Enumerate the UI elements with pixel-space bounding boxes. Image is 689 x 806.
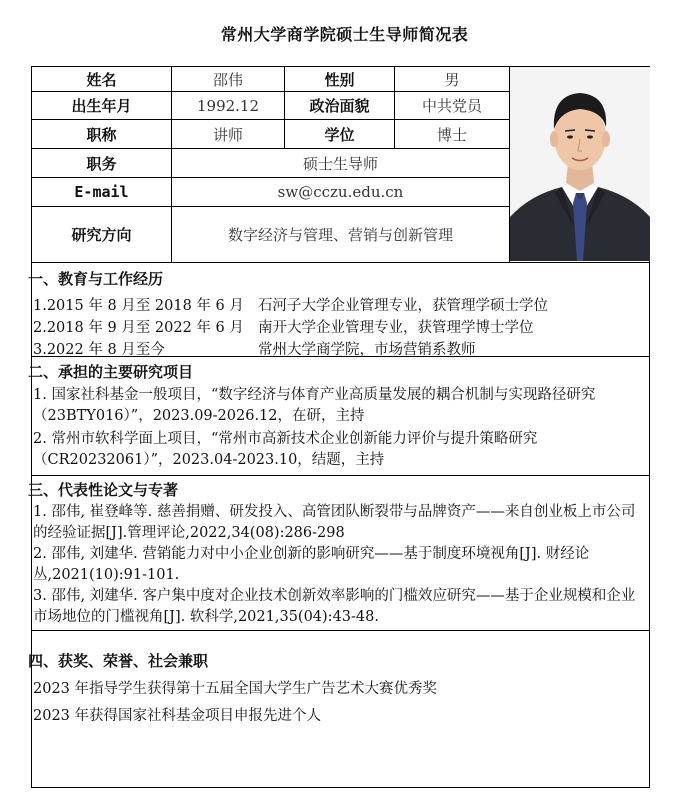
- section-divider: [31, 475, 650, 476]
- position-label: 职务: [86, 154, 117, 173]
- name-value: 邵伟: [212, 70, 243, 89]
- projects-heading: 二、承担的主要研究项目: [28, 363, 194, 381]
- education-period: 1.2015 年 8 月至 2018 年 6 月: [33, 298, 244, 314]
- title-label: 职称: [86, 125, 117, 144]
- title-value: 讲师: [212, 125, 243, 144]
- research-label: 研究方向: [71, 226, 132, 244]
- education-detail: 南开大学企业管理专业，获管理学博士学位: [258, 320, 534, 336]
- project-item: 2. 常州市软科学面上项目，“常州市高新技术企业创新能力评价与提升策略研究（CR20232061）”，2023.04-2023.10，结题，主持: [33, 431, 538, 468]
- award-item: 2023 年指导学生获得第十五届全国大学生广告艺术大赛优秀奖: [33, 681, 438, 697]
- gender-label: 性别: [324, 70, 355, 89]
- section-divider: [31, 262, 650, 263]
- research-value: 数字经济与管理、营销与创新管理: [227, 226, 453, 244]
- email-value[interactable]: sw@cczu.edu.cn: [277, 183, 404, 201]
- papers-heading: 三、代表性论文与专著: [28, 481, 179, 499]
- degree-value: 博士: [436, 125, 467, 144]
- email-label: E-mail: [74, 183, 129, 201]
- political-label: 政治面貌: [309, 97, 370, 115]
- name-label: 姓名: [86, 70, 117, 89]
- paper-item: 2. 邵伟, 刘建华. 营销能力对中小企业创新的影响研究——基于制度环境视角[J]. 财经论丛,2021(10):91-101.: [33, 546, 590, 583]
- project-item: 1. 国家社科基金一般项目，“数字经济与体育产业高质量发展的耦合机制与实现路径研究（23BTY016）”，2023.09-2026.12，在研，主持: [33, 387, 596, 424]
- education-detail: 石河子大学企业管理专业，获管理学硕士学位: [258, 298, 548, 314]
- portrait-photo: [510, 67, 650, 261]
- education-heading: 一、教育与工作经历: [28, 270, 164, 288]
- birth-value: 1992.12: [196, 96, 260, 115]
- education-period: 2.2018 年 9 月至 2022 年 6 月: [33, 320, 244, 336]
- education-period: 3.2022 年 8 月至今: [33, 342, 165, 358]
- paper-item: 3. 邵伟, 刘建华. 客户集中度对企业技术创新效率影响的门槛效应研究——基于企业规模和企业市场地位的门槛视角[J]. 软科学,2021,35(04):43-48.: [33, 588, 636, 625]
- education-detail: 常州大学商学院，市场营销系教师: [258, 342, 476, 358]
- political-value: 中共党员: [421, 97, 482, 115]
- position-value: 硕士生导师: [302, 154, 378, 173]
- degree-label: 学位: [324, 125, 355, 144]
- paper-item: 1. 邵伟, 崔登峰等. 慈善捐赠、研发投入、高管团队断裂带与品牌资产——来自创业板上市公司的经验证据[J].管理评论,2022,34(08):286-298: [33, 504, 636, 541]
- document-title: 常州大学商学院硕士生导师简况表: [220, 25, 469, 44]
- award-item: 2023 年获得国家社科基金项目申报先进个人: [33, 708, 322, 724]
- gender-value: 男: [444, 70, 460, 89]
- birth-label: 出生年月: [71, 97, 132, 115]
- section-divider: [31, 630, 650, 631]
- awards-heading: 四、获奖、荣誉、社会兼职: [28, 652, 209, 670]
